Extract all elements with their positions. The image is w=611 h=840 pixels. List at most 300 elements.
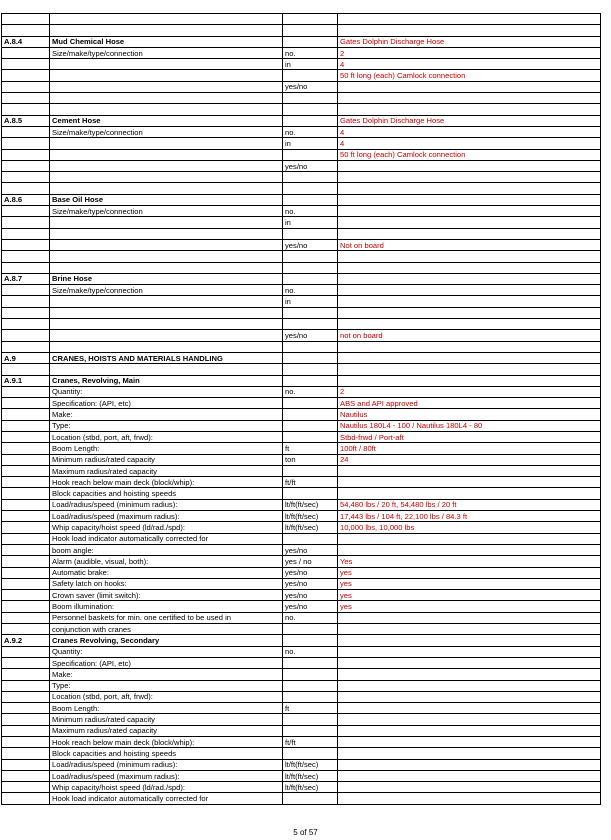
item-description-cell: Automatic brake:	[50, 567, 283, 578]
section-number-cell: A.9	[2, 352, 50, 363]
item-description-cell: Load/radius/speed (minimum radius):	[50, 499, 283, 510]
unit-cell: yes/no	[283, 160, 338, 171]
section-number-cell	[2, 657, 50, 668]
value-cell	[338, 228, 601, 239]
item-description-cell: Boom illumination:	[50, 601, 283, 612]
section-number-cell: A.8.4	[2, 36, 50, 47]
unit-cell	[283, 319, 338, 330]
table-row	[2, 511, 601, 522]
table-row	[2, 522, 601, 533]
unit-cell	[283, 691, 338, 702]
unit-cell	[283, 93, 338, 104]
section-number-cell	[2, 680, 50, 691]
unit-cell: ft/ft	[283, 477, 338, 488]
unit-cell: no.	[283, 646, 338, 657]
section-number-cell	[2, 499, 50, 510]
unit-cell	[283, 364, 338, 375]
table-row	[2, 646, 601, 657]
unit-cell: in	[283, 217, 338, 228]
item-description-cell	[50, 81, 283, 92]
item-description-cell: Base Oil Hose	[50, 194, 283, 205]
unit-cell	[283, 262, 338, 273]
section-number-cell	[2, 431, 50, 442]
item-description-cell: Type:	[50, 680, 283, 691]
item-description-cell: Make:	[50, 409, 283, 420]
item-description-cell	[50, 138, 283, 149]
unit-cell	[283, 228, 338, 239]
item-description-cell: Maximum radius/rated capacity	[50, 725, 283, 736]
table-row	[2, 454, 601, 465]
table-row	[2, 669, 601, 680]
unit-cell	[283, 115, 338, 126]
item-description-cell: Maximum radius/rated capacity	[50, 465, 283, 476]
table-row	[2, 14, 601, 25]
section-number-cell	[2, 47, 50, 58]
table-row	[2, 307, 601, 318]
unit-cell	[283, 104, 338, 115]
value-cell: Nautilus 180L4 - 100 / Nautilus 180L4 - 80	[338, 420, 601, 431]
section-number-cell	[2, 691, 50, 702]
section-number-cell	[2, 172, 50, 183]
item-description-cell: Cement Hose	[50, 115, 283, 126]
table-row	[2, 93, 601, 104]
value-cell: Stbd-frwd / Port-aft	[338, 431, 601, 442]
section-number-cell	[2, 138, 50, 149]
section-number-cell	[2, 454, 50, 465]
section-number-cell	[2, 669, 50, 680]
item-description-cell	[50, 59, 283, 70]
value-cell: 2	[338, 386, 601, 397]
value-cell: Not on board	[338, 239, 601, 250]
table-row	[2, 488, 601, 499]
unit-cell: lt/ft(ft/sec)	[283, 759, 338, 770]
item-description-cell: Type:	[50, 420, 283, 431]
item-description-cell	[50, 183, 283, 194]
value-cell: 50 ft long (each) Camlock connection	[338, 149, 601, 160]
item-description-cell	[50, 364, 283, 375]
unit-cell	[283, 14, 338, 25]
unit-cell	[283, 149, 338, 160]
unit-cell: yes/no	[283, 544, 338, 555]
unit-cell: ton	[283, 454, 338, 465]
item-description-cell: Minimum radius/rated capacity	[50, 714, 283, 725]
unit-cell: yes / no	[283, 556, 338, 567]
spec-sheet-table	[1, 13, 601, 805]
section-number-cell	[2, 782, 50, 793]
table-row	[2, 285, 601, 296]
item-description-cell	[50, 330, 283, 341]
unit-cell	[283, 398, 338, 409]
table-row	[2, 443, 601, 454]
spec-sheet-body	[2, 14, 601, 805]
section-number-cell	[2, 725, 50, 736]
section-number-cell	[2, 59, 50, 70]
value-cell: 4	[338, 126, 601, 137]
table-row	[2, 172, 601, 183]
section-number-cell	[2, 104, 50, 115]
item-description-cell	[50, 262, 283, 273]
value-cell	[338, 183, 601, 194]
value-cell	[338, 680, 601, 691]
section-header-row	[2, 115, 601, 126]
section-number-cell	[2, 714, 50, 725]
unit-cell: yes/no	[283, 601, 338, 612]
table-row	[2, 183, 601, 194]
value-cell	[338, 251, 601, 262]
section-number-cell	[2, 748, 50, 759]
item-description-cell: Crown saver (limit switch):	[50, 590, 283, 601]
item-description-cell	[50, 93, 283, 104]
item-description-cell	[50, 239, 283, 250]
item-description-cell: Hook load indicator automatically corrected for	[50, 793, 283, 804]
item-description-cell: Hook reach below main deck (block/whip):	[50, 477, 283, 488]
unit-cell: no.	[283, 612, 338, 623]
unit-cell	[283, 307, 338, 318]
section-number-cell	[2, 206, 50, 217]
item-description-cell: Make:	[50, 669, 283, 680]
section-number-cell	[2, 601, 50, 612]
item-description-cell: Alarm (audible, visual, both):	[50, 556, 283, 567]
value-cell	[338, 544, 601, 555]
table-row	[2, 386, 601, 397]
table-row	[2, 47, 601, 58]
page-number: 5 of 57	[293, 828, 318, 837]
unit-cell: yes/no	[283, 567, 338, 578]
table-row	[2, 420, 601, 431]
unit-cell	[283, 657, 338, 668]
table-row	[2, 590, 601, 601]
value-cell	[338, 646, 601, 657]
unit-cell: in	[283, 138, 338, 149]
value-cell	[338, 488, 601, 499]
item-description-cell: Quantity:	[50, 646, 283, 657]
unit-cell	[283, 36, 338, 47]
value-cell: Nautilus	[338, 409, 601, 420]
section-number-cell	[2, 578, 50, 589]
section-number-cell	[2, 319, 50, 330]
item-description-cell	[50, 217, 283, 228]
unit-cell	[283, 431, 338, 442]
item-description-cell: Personnel baskets for min. one certified to be used in	[50, 612, 283, 623]
table-row	[2, 206, 601, 217]
table-row	[2, 319, 601, 330]
value-cell	[338, 465, 601, 476]
table-row	[2, 714, 601, 725]
value-cell: 4	[338, 59, 601, 70]
table-row	[2, 544, 601, 555]
value-cell	[338, 691, 601, 702]
section-number-cell	[2, 477, 50, 488]
item-description-cell: Safety latch on hooks:	[50, 578, 283, 589]
item-description-cell: Cranes, Revolving, Main	[50, 375, 283, 386]
unit-cell: lt/ft(ft/sec)	[283, 499, 338, 510]
value-cell	[338, 635, 601, 646]
table-row	[2, 25, 601, 36]
unit-cell: lt/ft(ft/sec)	[283, 511, 338, 522]
item-description-cell: Brine Hose	[50, 273, 283, 284]
section-number-cell	[2, 251, 50, 262]
unit-cell	[283, 25, 338, 36]
section-number-cell	[2, 556, 50, 567]
value-cell	[338, 477, 601, 488]
table-row	[2, 691, 601, 702]
section-number-cell	[2, 488, 50, 499]
item-description-cell	[50, 25, 283, 36]
unit-cell: ft/ft	[283, 737, 338, 748]
section-number-cell	[2, 793, 50, 804]
value-cell: 17,443 lbs / 104 ft, 22,100 lbs / 84.3 ft	[338, 511, 601, 522]
table-row	[2, 364, 601, 375]
unit-cell: lt/ft(ft/sec)	[283, 522, 338, 533]
value-cell: 24	[338, 454, 601, 465]
table-row	[2, 612, 601, 623]
section-number-cell	[2, 386, 50, 397]
section-number-cell	[2, 307, 50, 318]
unit-cell	[283, 725, 338, 736]
value-cell	[338, 194, 601, 205]
table-row	[2, 680, 601, 691]
value-cell	[338, 296, 601, 307]
value-cell	[338, 273, 601, 284]
unit-cell: yes/no	[283, 590, 338, 601]
section-number-cell	[2, 285, 50, 296]
section-number-cell	[2, 239, 50, 250]
unit-cell	[283, 420, 338, 431]
table-row	[2, 228, 601, 239]
table-row	[2, 624, 601, 635]
item-description-cell	[50, 296, 283, 307]
table-row	[2, 477, 601, 488]
value-cell	[338, 352, 601, 363]
item-description-cell	[50, 228, 283, 239]
section-number-cell	[2, 737, 50, 748]
section-header-row	[2, 375, 601, 386]
value-cell	[338, 262, 601, 273]
value-cell	[338, 533, 601, 544]
section-number-cell	[2, 544, 50, 555]
section-number-cell	[2, 183, 50, 194]
table-row	[2, 725, 601, 736]
item-description-cell	[50, 149, 283, 160]
table-row	[2, 341, 601, 352]
unit-cell: no.	[283, 47, 338, 58]
table-row	[2, 296, 601, 307]
value-cell	[338, 703, 601, 714]
value-cell	[338, 737, 601, 748]
unit-cell	[283, 251, 338, 262]
item-description-cell	[50, 14, 283, 25]
table-row	[2, 149, 601, 160]
section-number-cell: A.9.1	[2, 375, 50, 386]
value-cell	[338, 624, 601, 635]
value-cell: 50 ft long (each) Camlock connection	[338, 70, 601, 81]
item-description-cell	[50, 319, 283, 330]
item-description-cell: Size/make/type/connection	[50, 126, 283, 137]
section-number-cell	[2, 590, 50, 601]
value-cell	[338, 793, 601, 804]
item-description-cell: Size/make/type/connection	[50, 285, 283, 296]
section-number-cell	[2, 465, 50, 476]
table-row	[2, 465, 601, 476]
value-cell: 10,000 lbs, 10,000 lbs	[338, 522, 601, 533]
section-number-cell	[2, 228, 50, 239]
unit-cell	[283, 793, 338, 804]
unit-cell	[283, 70, 338, 81]
value-cell	[338, 725, 601, 736]
table-row	[2, 59, 601, 70]
section-number-cell	[2, 624, 50, 635]
item-description-cell: Location (stbd, port, aft, frwd):	[50, 431, 283, 442]
table-row	[2, 160, 601, 171]
value-cell	[338, 217, 601, 228]
unit-cell	[283, 183, 338, 194]
unit-cell: yes/no	[283, 578, 338, 589]
table-row	[2, 262, 601, 273]
item-description-cell: Block capacities and hoisting speeds	[50, 748, 283, 759]
table-row	[2, 104, 601, 115]
item-description-cell	[50, 172, 283, 183]
table-row	[2, 217, 601, 228]
value-cell	[338, 748, 601, 759]
value-cell: Yes	[338, 556, 601, 567]
value-cell	[338, 81, 601, 92]
item-description-cell	[50, 160, 283, 171]
unit-cell: ft	[283, 703, 338, 714]
value-cell: 2	[338, 47, 601, 58]
unit-cell: yes/no	[283, 239, 338, 250]
table-row	[2, 409, 601, 420]
value-cell: yes	[338, 578, 601, 589]
value-cell: 4	[338, 138, 601, 149]
table-row	[2, 533, 601, 544]
section-number-cell	[2, 70, 50, 81]
item-description-cell: Boom Length:	[50, 703, 283, 714]
table-row	[2, 601, 601, 612]
unit-cell	[283, 488, 338, 499]
unit-cell: ft	[283, 443, 338, 454]
table-row	[2, 770, 601, 781]
unit-cell	[283, 533, 338, 544]
value-cell	[338, 206, 601, 217]
value-cell	[338, 25, 601, 36]
section-number-cell	[2, 567, 50, 578]
unit-cell	[283, 465, 338, 476]
value-cell	[338, 341, 601, 352]
value-cell: Gates Dolphin Discharge Hose	[338, 36, 601, 47]
section-number-cell	[2, 511, 50, 522]
value-cell	[338, 782, 601, 793]
section-header-row	[2, 352, 601, 363]
table-row	[2, 138, 601, 149]
section-number-cell	[2, 262, 50, 273]
item-description-cell: Hook reach below main deck (block/whip):	[50, 737, 283, 748]
item-description-cell	[50, 70, 283, 81]
item-description-cell: Load/radius/speed (maximum radius):	[50, 511, 283, 522]
value-cell: not on board	[338, 330, 601, 341]
section-number-cell	[2, 409, 50, 420]
value-cell	[338, 770, 601, 781]
unit-cell	[283, 635, 338, 646]
table-row	[2, 578, 601, 589]
item-description-cell: Whip capacity/hoist speed (ld/rad./spd):	[50, 522, 283, 533]
section-number-cell	[2, 160, 50, 171]
unit-cell: yes/no	[283, 330, 338, 341]
value-cell	[338, 104, 601, 115]
value-cell	[338, 172, 601, 183]
item-description-cell: Cranes Revolving, Secondary	[50, 635, 283, 646]
item-description-cell: Boom Length:	[50, 443, 283, 454]
table-row	[2, 431, 601, 442]
unit-cell: in	[283, 296, 338, 307]
section-number-cell: A.8.6	[2, 194, 50, 205]
table-row	[2, 330, 601, 341]
item-description-cell: CRANES, HOISTS AND MATERIALS HANDLING	[50, 352, 283, 363]
section-number-cell	[2, 25, 50, 36]
value-cell	[338, 714, 601, 725]
item-description-cell	[50, 341, 283, 352]
unit-cell: in	[283, 59, 338, 70]
table-row	[2, 81, 601, 92]
unit-cell	[283, 669, 338, 680]
unit-cell	[283, 273, 338, 284]
item-description-cell: Size/make/type/connection	[50, 206, 283, 217]
value-cell: 100ft / 80ft	[338, 443, 601, 454]
unit-cell	[283, 748, 338, 759]
section-number-cell	[2, 296, 50, 307]
item-description-cell: Size/make/type/connection	[50, 47, 283, 58]
section-number-cell	[2, 522, 50, 533]
unit-cell: no.	[283, 126, 338, 137]
section-number-cell	[2, 759, 50, 770]
section-number-cell	[2, 364, 50, 375]
table-row	[2, 567, 601, 578]
table-row	[2, 126, 601, 137]
table-row	[2, 251, 601, 262]
unit-cell	[283, 714, 338, 725]
table-row	[2, 737, 601, 748]
section-number-cell	[2, 126, 50, 137]
value-cell	[338, 759, 601, 770]
section-number-cell	[2, 703, 50, 714]
section-number-cell	[2, 217, 50, 228]
value-cell: yes	[338, 567, 601, 578]
section-header-row	[2, 194, 601, 205]
section-number-cell	[2, 330, 50, 341]
section-number-cell	[2, 533, 50, 544]
item-description-cell: Load/radius/speed (maximum radius):	[50, 770, 283, 781]
unit-cell: lt/ft(ft/sec)	[283, 770, 338, 781]
item-description-cell: Quantity:	[50, 386, 283, 397]
section-header-row	[2, 273, 601, 284]
value-cell	[338, 307, 601, 318]
item-description-cell: Whip capacity/hoist speed (ld/rad./spd):	[50, 782, 283, 793]
section-number-cell	[2, 81, 50, 92]
unit-cell: lt/ft(ft/sec)	[283, 782, 338, 793]
section-number-cell	[2, 420, 50, 431]
value-cell	[338, 285, 601, 296]
value-cell: yes	[338, 590, 601, 601]
section-number-cell: A.8.7	[2, 273, 50, 284]
section-number-cell: A.9.2	[2, 635, 50, 646]
table-row	[2, 499, 601, 510]
item-description-cell	[50, 104, 283, 115]
table-row	[2, 782, 601, 793]
table-row	[2, 556, 601, 567]
item-description-cell: Specification: (API, etc)	[50, 398, 283, 409]
item-description-cell: Block capacities and hoisting speeds	[50, 488, 283, 499]
unit-cell: no.	[283, 206, 338, 217]
item-description-cell: Mud Chemical Hose	[50, 36, 283, 47]
